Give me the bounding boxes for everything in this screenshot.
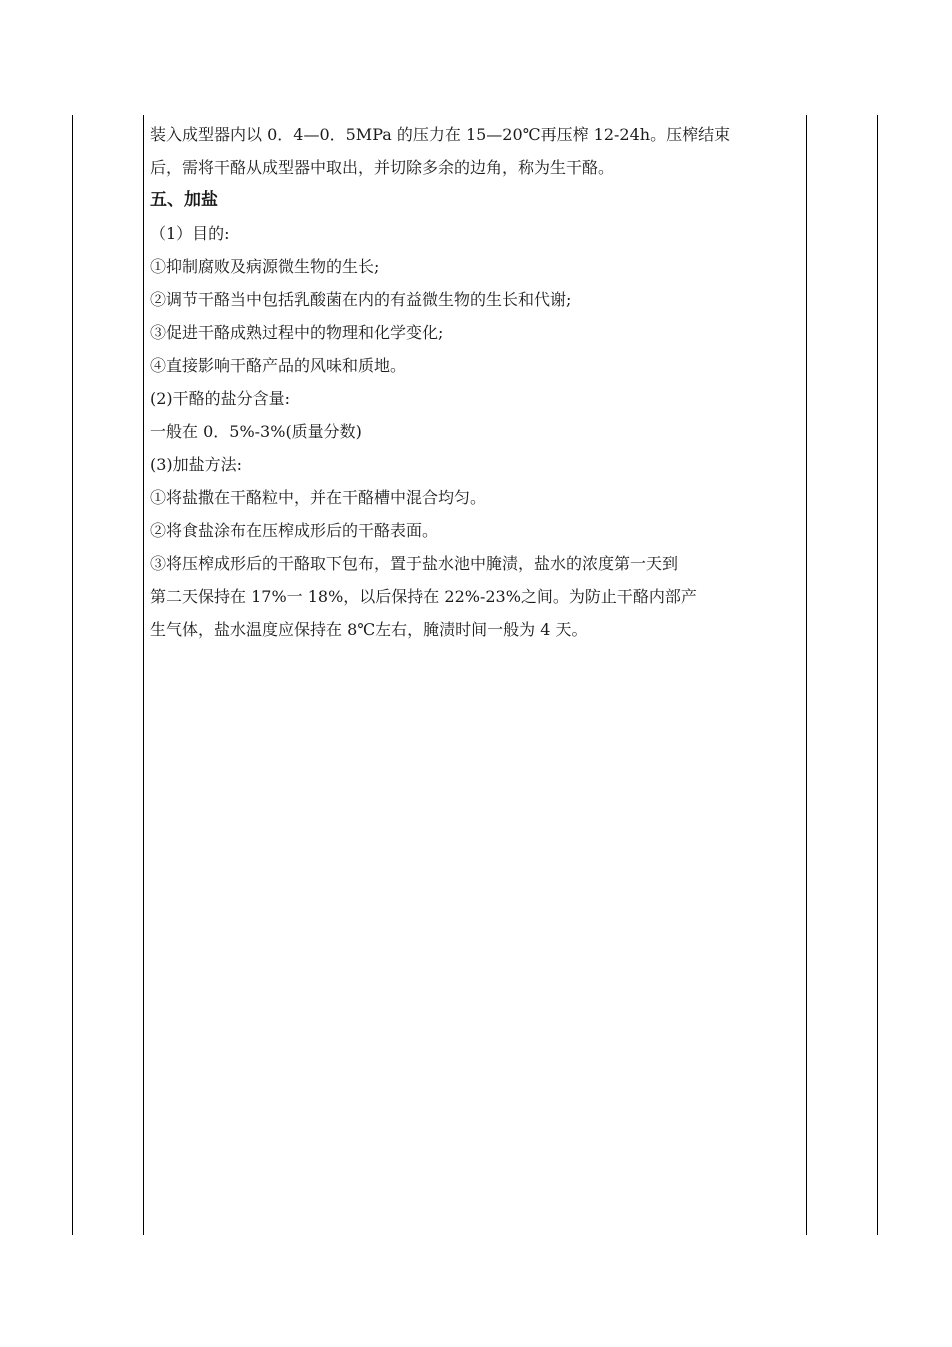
text-line: (3)加盐方法: [150,455,243,474]
table-border-right-inner [806,115,807,1235]
text-line: ②调节干酪当中包括乳酸菌在内的有益微生物的生长和代谢; [150,290,572,309]
text-line: ④直接影响干酪产品的风味和质地。 [150,356,407,375]
table-border-right-outer [877,115,878,1235]
text-line: 第二天保持在 17%一 18%，以后保持在 22%-23%之间。为防止干酪内部产 [150,587,697,606]
text-line: ②将食盐涂布在压榨成形后的干酪表面。 [150,521,439,540]
text-line: 一般在 0．5%-3%(质量分数) [150,422,362,441]
section-heading: 五、加盐 [150,190,218,210]
text-line: ③将压榨成形后的干酪取下包布，置于盐水池中腌渍，盐水的浓度第一天到 [150,554,679,573]
text-line: （1）目的: [150,224,230,243]
text-line: 生气体，盐水温度应保持在 8℃左右，腌渍时间一般为 4 天。 [150,620,588,639]
table-border-left-inner [143,115,144,1235]
table-border-left-outer [72,115,73,1235]
text-line: ①抑制腐败及病源微生物的生长; [150,257,380,276]
text-line: 装入成型器内以 0．4—0．5MPa 的压力在 15—20℃再压榨 12-24h。压榨结束 [150,125,731,144]
text-line: ③促进干酪成熟过程中的物理和化学变化; [150,323,444,342]
text-line: (2)干酪的盐分含量: [150,389,291,408]
text-line: 后，需将干酪从成型器中取出，并切除多余的边角，称为生干酪。 [150,158,615,177]
document-body [150,118,800,646]
text-line: ①将盐撒在干酪粒中，并在干酪槽中混合均匀。 [150,488,487,507]
